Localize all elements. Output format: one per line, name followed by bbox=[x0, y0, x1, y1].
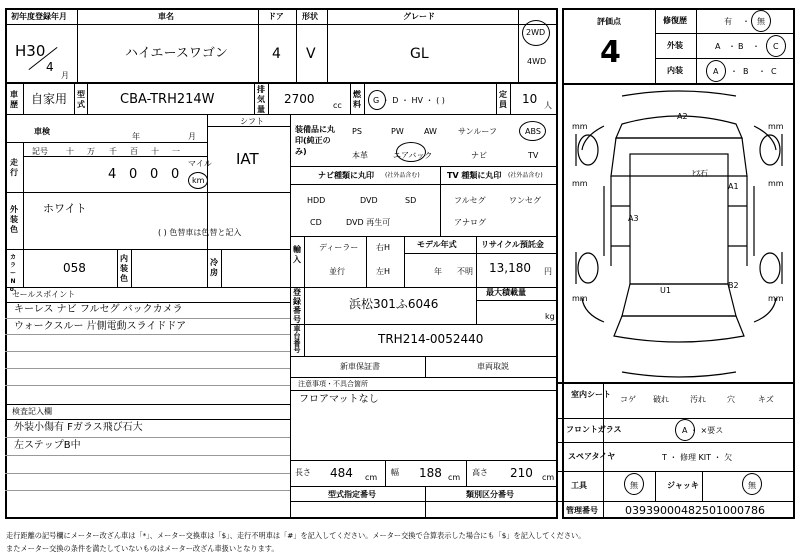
door-label: ドア bbox=[268, 12, 284, 21]
mark-a1: A1 bbox=[728, 182, 739, 191]
sales-line-1: キーレス ナビ フルセグ バックカメラ bbox=[14, 304, 183, 315]
fuel-label: 燃料 bbox=[353, 90, 361, 109]
navi-hdd: HDD bbox=[307, 196, 326, 205]
displacement-value: 2700 bbox=[284, 92, 315, 106]
footer-line-2: またメーター交換の条件を満たしていないものはメーター改ざん車扱いとなります。 bbox=[6, 544, 279, 553]
repair-yes: 有 bbox=[724, 17, 732, 26]
mm-mr: mm bbox=[768, 179, 784, 188]
color-code-label: カラーNo. bbox=[9, 254, 17, 293]
jack-opt: 無 bbox=[748, 481, 756, 490]
int-a: A bbox=[713, 67, 719, 76]
inspection-label: 車検 bbox=[34, 127, 50, 136]
length-label: 長さ bbox=[295, 468, 311, 477]
mm-tr: mm bbox=[768, 122, 784, 131]
height-value: 210 bbox=[510, 466, 533, 480]
height-unit: cm bbox=[542, 473, 555, 482]
displacement-label: 排気量 bbox=[257, 85, 265, 114]
load-unit: kg bbox=[545, 312, 555, 321]
mgmt-value: 03939000482501000786 bbox=[625, 504, 765, 517]
drive-4wd: 4WD bbox=[527, 57, 547, 66]
length-value: 484 bbox=[330, 466, 353, 480]
import-parallel: 並行 bbox=[329, 267, 345, 276]
ext-a: A bbox=[715, 42, 721, 51]
repair-label: 修復歴 bbox=[663, 16, 687, 25]
equip-tv: TV bbox=[528, 151, 539, 160]
tv-fullseg: フルセグ bbox=[454, 196, 486, 205]
notes-value: フロアマットなし bbox=[299, 394, 379, 405]
capacity-label: 定員 bbox=[499, 90, 507, 109]
mileage-hdr-10k: 十 bbox=[66, 147, 74, 156]
mileage-digit: 4 bbox=[108, 167, 117, 182]
mileage-hdr-man: 万 bbox=[87, 147, 95, 156]
capacity-unit: 人 bbox=[544, 101, 552, 110]
rating-value: 4 bbox=[600, 35, 621, 70]
equip-ps: PS bbox=[352, 127, 362, 136]
import-rh: 右H bbox=[376, 243, 391, 252]
chassis-label: 車台番号 bbox=[293, 325, 301, 354]
tv-label: TV 種類に丸印 bbox=[447, 171, 502, 180]
inspector-line-2: 左ステップB中 bbox=[14, 440, 81, 451]
color-value: ホワイト bbox=[43, 202, 87, 215]
door-value: 4 bbox=[272, 46, 281, 62]
interior-label: 内装 bbox=[667, 66, 683, 75]
mm-tl: mm bbox=[572, 122, 588, 131]
tools-opt: 無 bbox=[630, 481, 638, 490]
shape-value: V bbox=[306, 46, 316, 62]
equip-label: 装備品に丸印(純正のみ) bbox=[295, 125, 335, 156]
mileage-sym: 記号 bbox=[32, 147, 48, 156]
notes-label: 注意事項・不具合箇所 bbox=[298, 380, 368, 388]
capacity-value: 10 bbox=[522, 92, 538, 106]
mileage-digit: 0 bbox=[129, 167, 138, 182]
tv-oneseg: ワンセグ bbox=[509, 196, 541, 205]
warranty-label: 新車保証書 bbox=[340, 362, 380, 371]
import-dealer: ディーラー bbox=[319, 243, 359, 252]
reg-label: 初年度登録年月 bbox=[11, 12, 67, 21]
type-no-label: 型式指定番号 bbox=[328, 490, 376, 499]
color-code: 058 bbox=[63, 261, 86, 275]
seat-hole: 穴 bbox=[727, 395, 735, 404]
mileage-label: 走行 bbox=[10, 158, 18, 177]
inspection-year: 年 bbox=[132, 132, 140, 141]
class-no-label: 類別区分番号 bbox=[466, 490, 514, 499]
drive-2wd: 2WD bbox=[526, 28, 546, 37]
mm-bl: mm bbox=[572, 294, 588, 303]
model-label: 車名 bbox=[158, 12, 174, 21]
mark-chip: ﾋｽ石 bbox=[692, 169, 708, 178]
inspector-line-1: 外装小傷有 Fガラス飛び石大 bbox=[14, 422, 143, 433]
navi-dvd: DVD bbox=[360, 196, 378, 205]
reg-year: H30 bbox=[15, 42, 46, 60]
equip-airbag: エアバック bbox=[393, 151, 433, 160]
repair-sep: ・ bbox=[742, 17, 750, 26]
equip-leather: 本革 bbox=[352, 151, 368, 160]
interior-color-label: 内装色 bbox=[120, 254, 128, 283]
equip-pw: PW bbox=[391, 127, 404, 136]
shift-label: シフト bbox=[240, 117, 264, 126]
ext-b: B bbox=[738, 42, 744, 51]
equip-abs: ABS bbox=[525, 127, 541, 136]
seat-label-1: 室内シート bbox=[571, 390, 611, 399]
reg-month-unit: 月 bbox=[61, 71, 69, 80]
tv-sub: (社外品含む) bbox=[508, 172, 543, 179]
mark-u1: U1 bbox=[660, 286, 671, 295]
fuel-opts: G ・ D ・ HV ・ ( ) bbox=[373, 96, 445, 105]
mileage-unit-mile: マイル bbox=[188, 159, 212, 168]
model-year-label: モデル年式 bbox=[417, 240, 457, 249]
mm-ml: mm bbox=[572, 179, 588, 188]
mileage-hdr-ichi: 一 bbox=[172, 147, 180, 156]
grade-value: GL bbox=[410, 46, 429, 62]
color-note: ( ) 色替車は色替と記入 bbox=[158, 228, 242, 237]
recycle-label: リサイクル預託金 bbox=[481, 240, 544, 249]
model-year-unknown: 不明 bbox=[457, 267, 473, 276]
seat-dirt: 汚れ bbox=[690, 395, 706, 404]
shape-label: 形状 bbox=[302, 12, 318, 21]
height-label: 高さ bbox=[472, 468, 488, 477]
length-unit: cm bbox=[365, 473, 378, 482]
windshield-opts: A ・ ×要ス bbox=[682, 426, 724, 435]
navi-cd: CD bbox=[310, 218, 322, 227]
seat-scratch: キズ bbox=[758, 395, 774, 404]
import-lh: 左H bbox=[376, 267, 391, 276]
ext-sep2: ・ bbox=[752, 42, 760, 51]
type-label: 型式 bbox=[77, 90, 85, 109]
usage-label: 車歴 bbox=[10, 90, 18, 109]
model-value: ハイエースワゴン bbox=[125, 46, 228, 61]
mark-b2: B2 bbox=[728, 281, 739, 290]
manual-label: 車両取説 bbox=[477, 362, 509, 371]
reg-month: 4 bbox=[46, 60, 54, 74]
width-label: 幅 bbox=[391, 468, 399, 477]
ext-c: C bbox=[773, 42, 779, 51]
width-unit: cm bbox=[448, 473, 461, 482]
tools-label: 工具 bbox=[571, 481, 587, 490]
spare-label: スペアタイヤ bbox=[568, 452, 616, 461]
footer-line-1: 走行距離の記号欄にメーター改ざん車は「*」、メーター交換車は「$」、走行不明車は「#」を記入してください。メーター交換で合算表示した場合にも「$」を記入してください。 bbox=[6, 531, 586, 540]
inspector-label: 検査記入欄 bbox=[12, 407, 52, 416]
mm-br: mm bbox=[768, 294, 784, 303]
shift-value: IAT bbox=[236, 150, 259, 168]
int-sep: ・ bbox=[730, 67, 738, 76]
seat-tear: 破れ bbox=[653, 395, 669, 404]
ext-sep: ・ bbox=[728, 42, 736, 51]
int-b: B bbox=[743, 67, 749, 76]
equip-navi: ナビ bbox=[471, 151, 487, 160]
mark-a2: A2 bbox=[677, 112, 688, 121]
chassis-value: TRH214-0052440 bbox=[378, 332, 484, 346]
navi-label: ナビ種類に丸印 bbox=[318, 171, 374, 180]
mileage-digit: 0 bbox=[171, 167, 180, 182]
load-label: 最大積載量 bbox=[486, 288, 526, 297]
navi-sd: SD bbox=[405, 196, 417, 205]
navi-dvdplay: DVD 再生可 bbox=[346, 218, 391, 227]
seat-burn: コゲ bbox=[620, 395, 636, 404]
mileage-unit-km: km bbox=[192, 176, 205, 185]
sales-line-2: ウォークスルー 片側電動スライドドア bbox=[14, 321, 187, 332]
int-c: C bbox=[771, 67, 777, 76]
spare-opts: T ・ 修理 KIT ・ 欠 bbox=[662, 453, 733, 462]
windshield-label: フロントガラス bbox=[566, 425, 622, 434]
grade-label: グレード bbox=[403, 12, 435, 21]
mileage-digit: 0 bbox=[150, 167, 159, 182]
repair-no: 無 bbox=[757, 17, 765, 26]
tv-analog: アナログ bbox=[454, 218, 486, 227]
navi-sub: (社外品含む) bbox=[385, 172, 420, 179]
usage-value: 自家用 bbox=[31, 92, 68, 106]
plate-value: 浜松301ふ6046 bbox=[349, 297, 439, 311]
type-value: CBA-TRH214W bbox=[120, 92, 215, 107]
rating-label: 評価点 bbox=[597, 17, 621, 26]
model-year-unit: 年 bbox=[434, 267, 442, 276]
mark-a3: A3 bbox=[628, 214, 639, 223]
ac-label: 冷房 bbox=[210, 258, 218, 277]
mgmt-label: 管理番号 bbox=[566, 506, 598, 515]
mileage-hdr-hyaku: 百 bbox=[130, 147, 138, 156]
recycle-value: 13,180 bbox=[489, 261, 531, 275]
int-sep2: ・ bbox=[758, 67, 766, 76]
inspection-month: 月 bbox=[188, 132, 196, 141]
import-label: 輸入 bbox=[293, 245, 301, 264]
exterior-label: 外装 bbox=[667, 41, 683, 50]
jack-label: ジャッキ bbox=[667, 481, 699, 490]
car-diagram bbox=[564, 86, 794, 382]
sales-label: セールスポイント bbox=[12, 290, 76, 299]
equip-sunroof: サンルーフ bbox=[458, 127, 497, 136]
color-label: 外装色 bbox=[10, 205, 18, 234]
equip-aw: AW bbox=[424, 127, 437, 136]
mileage-hdr-juu: 十 bbox=[151, 147, 159, 156]
displacement-unit: cc bbox=[333, 101, 342, 110]
width-value: 188 bbox=[419, 466, 442, 480]
mileage-hdr-sen: 千 bbox=[109, 147, 117, 156]
plate-label: 登録番号 bbox=[293, 288, 301, 324]
recycle-unit: 円 bbox=[544, 267, 552, 276]
